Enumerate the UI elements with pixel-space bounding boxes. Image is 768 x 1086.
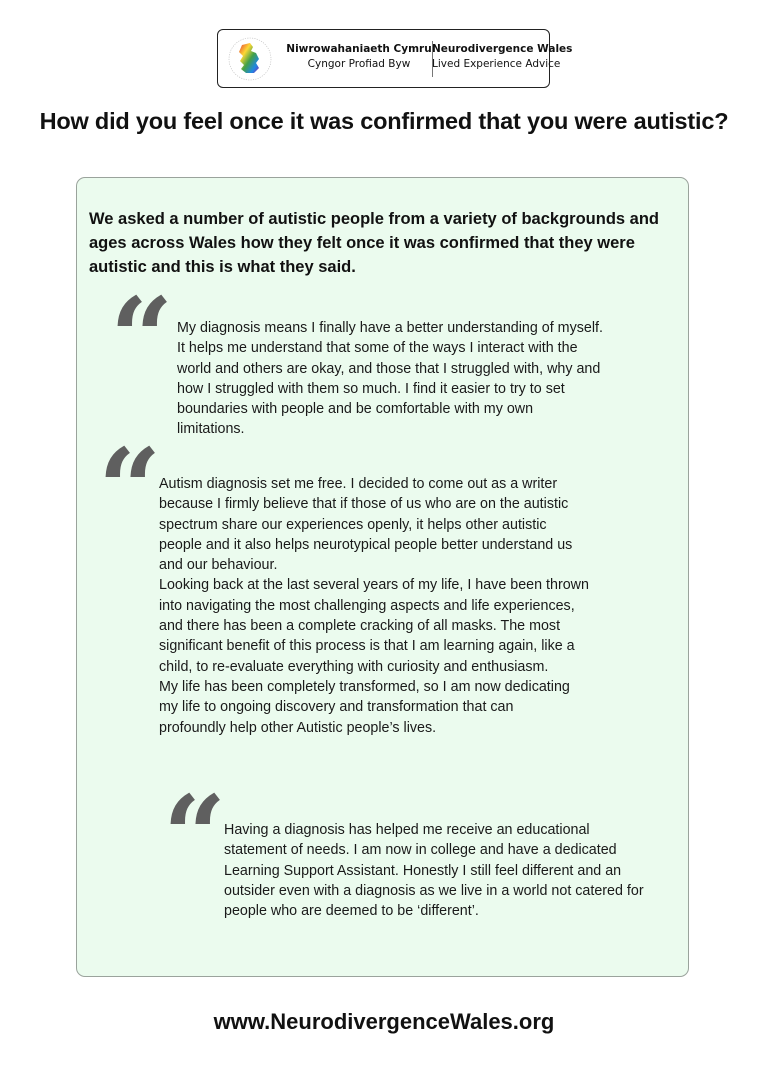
intro-text: We asked a number of autistic people from a variety of backgrounds and ages across Wales how they felt once it was confirmed that they were autistic and this is what they said. (89, 210, 659, 276)
wales-rainbow-map-logo (226, 35, 274, 83)
quote-mark-icon (110, 283, 173, 333)
english-org-name: Neurodivergence Wales (432, 43, 573, 55)
footer-website-url[interactable]: www.NeurodivergenceWales.org (213, 1009, 555, 1034)
quote-2-text: Autism diagnosis set me free. I decided to come out as a writer because I firmly believe that if those of us who are on the autistic spectrum share our experiences openly, it helps other autistic people and it also helps neurotypical people better understand us and our behaviour. Looking back at the last several years of my life, I have been thrown into navigating the most challenging aspects and life experiences, and there has been a complete cracking of all masks. The most significant benefit of this process is that I am learning again, like a child, to re-evaluate everything with curiosity and enthusiasm. My life has been completely transformed, so I am now dedicating my life to ongoing discovery and transformation that can profoundly help other Autistic people’s lives. (159, 476, 589, 736)
welsh-org-name: Niwrowahaniaeth Cymru (286, 43, 432, 55)
quote-3-text: Having a diagnosis has helped me receive an educational statement of needs. I am now in college and have a dedicated Learning Support Assistant. Honestly I still feel different and an outsider even with a diagnosis as we live in a world not catered for people who are deemed to be ‘different’. (224, 822, 644, 920)
welsh-org-block (286, 42, 432, 72)
quote-1-text: My diagnosis means I finally have a better understanding of myself. It helps me understand that some of the ways I interact with the world and others are okay, and those that I struggled with, why and how I struggled with them so much. I find it easier to try to set boundaries with people and be comfortable with my own limitations. (177, 320, 603, 438)
page-title: How did you feel once it was confirmed that you were autistic? (39, 108, 729, 134)
welsh-org-subtitle: Cyngor Profiad Byw (307, 58, 411, 70)
header-logo-box (217, 29, 573, 88)
quote-mark-icon (98, 434, 161, 484)
quote-mark-icon (163, 781, 226, 831)
english-org-subtitle: Lived Experience Advice (432, 58, 561, 70)
english-org-block (432, 42, 573, 72)
